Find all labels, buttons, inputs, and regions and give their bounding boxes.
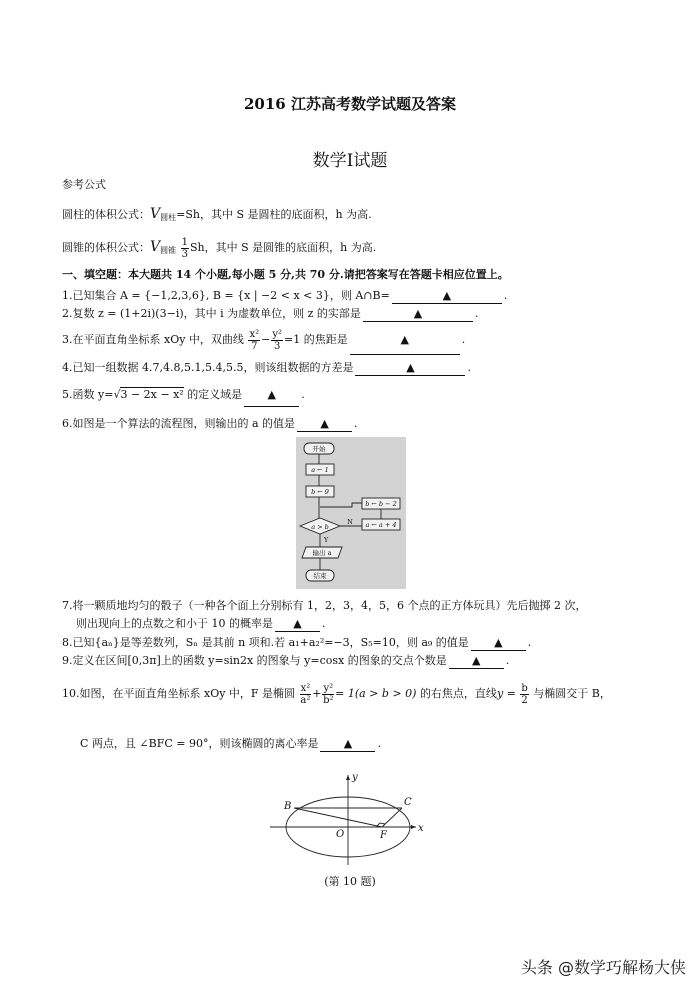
- figure-10-caption: (第 10 题): [324, 875, 376, 888]
- fraction-y2-over-3: $\frac{\text{y²}}{3}$: [272, 328, 282, 352]
- flow-start-label: 开始: [312, 445, 326, 453]
- point-f-label: F: [380, 830, 387, 841]
- question-3: 3.在平面直角坐标系 xOy 中，双曲线 $\frac{\text{x²}}{7}$ − $\frac{\text{y²}}{3}$ =1 的焦距是 ▲ .: [62, 326, 465, 355]
- formula-cone-label: 圆锥的体积公式：: [62, 241, 150, 254]
- formula-cylinder-v: V: [150, 206, 161, 222]
- formula-cone-rest: Sh，其中 S 是圆锥的底面积，h 为高.: [190, 241, 377, 254]
- answer-blank-2[interactable]: ▲: [363, 307, 473, 322]
- flow-b-init-label: b ← 9: [311, 488, 329, 496]
- answer-blank-8[interactable]: ▲: [471, 636, 526, 651]
- segment-bf: [294, 808, 382, 827]
- flow-condition-label: a > b: [311, 523, 329, 531]
- flow-yes-label: Y: [323, 536, 329, 544]
- sqrt-radicand: 3 − 2x − x²: [120, 388, 184, 401]
- question-9: 9.定义在区间[0,3π]上的函数 y=sin2x 的图象与 y=cosx 的图象的交点个数是 ▲ .: [62, 654, 510, 667]
- question-8: 8.已知{aₙ}是等差数列，Sₙ 是其前 n 项和.若 a₁+a₂²=−3，S₅=10，则 a₉ 的值是 ▲ .: [62, 636, 532, 649]
- y-axis-label: y: [352, 772, 358, 783]
- question-7-line-2: 则出现向上的点数之和小于 10 的概率是 ▲ .: [76, 617, 326, 630]
- point-b-label: B: [284, 801, 292, 812]
- document-title: 2016 江苏高考数学试题及答案: [244, 95, 456, 113]
- question-10-line-1: 10.如图，在平面直角坐标系 xOy 中，F 是椭圆 $\frac{\text{x²}}{\text{a²}}$ + $\frac{\text{y²}}{\text{b²}}$ = 1(a > b > 0) 的右焦点，直线y = $\frac{b}{2}$ 与椭圆交于 B，: [62, 682, 611, 706]
- fraction-one-third: $\frac{1}{3}$: [181, 236, 188, 260]
- x-axis-label: x: [418, 823, 424, 834]
- question-1: 1.已知集合 A = {−1,2,3,6}, B = {x | −2 < x < 3}，则 A∩B= ▲ .: [62, 289, 508, 302]
- answer-blank-6[interactable]: ▲: [297, 417, 352, 432]
- ellipse-figure: [268, 770, 428, 870]
- fraction-x2-over-7: $\frac{\text{x²}}{7}$: [249, 328, 260, 352]
- fraction-b-over-2: $\frac{b}{2}$: [521, 682, 528, 706]
- formula-header: 参考公式: [62, 178, 106, 191]
- flow-end-label: 结束: [313, 572, 327, 580]
- flowchart: [296, 437, 406, 589]
- question-4: 4.已知一组数据 4.7,4.8,5.1,5.4,5.5，则该组数据的方差是 ▲ .: [62, 361, 471, 374]
- flow-a-init-label: a ← 1: [311, 466, 329, 474]
- y-axis-arrow: [346, 775, 350, 780]
- point-c-label: C: [404, 797, 412, 808]
- formula-cone-v: V: [150, 239, 161, 255]
- paper-subtitle: 数学Ⅰ试题: [312, 151, 388, 171]
- x-axis-arrow: [411, 825, 416, 829]
- formula-cylinder-rest: =Sh，其中 S 是圆柱的底面积，h 为高.: [176, 208, 372, 221]
- flow-a-increment-label: a ← a + 4: [365, 521, 397, 529]
- sqrt-sign: √: [113, 388, 121, 401]
- question-6: 6.如图是一个算法的流程图，则输出的 a 的值是 ▲ .: [62, 417, 358, 430]
- question-5: 5.函数 y=√3 − 2x − x² 的定义域是 ▲ .: [62, 384, 305, 407]
- flow-no-label: N: [347, 518, 353, 526]
- flow-output-label: 输出 a: [312, 549, 332, 557]
- formula-cone: [62, 234, 376, 264]
- answer-blank-3[interactable]: ▲: [350, 326, 460, 355]
- question-7-line-1: 7.将一颗质地均匀的骰子（一种各个面上分别标有 1，2，3，4，5，6 个点的正方体玩具）先后抛掷 2 次，: [62, 599, 587, 612]
- formula-cylinder-sub: 圆柱: [160, 213, 177, 222]
- answer-blank-7[interactable]: ▲: [275, 617, 320, 632]
- formula-cylinder-label: 圆柱的体积公式：: [62, 208, 150, 221]
- answer-blank-1[interactable]: ▲: [392, 289, 502, 304]
- origin-label: O: [336, 829, 345, 840]
- formula-cylinder: [62, 207, 372, 225]
- flow-b-decrement-label: b ← b − 2: [365, 500, 397, 508]
- answer-blank-9[interactable]: ▲: [449, 654, 504, 669]
- question-2: 2.复数 z = (1+2i)(3−i)，其中 i 为虚数单位，则 z 的实部是 ▲ .: [62, 307, 479, 320]
- watermark: 头条 @数学巧解杨大侠: [520, 958, 686, 977]
- answer-blank-4[interactable]: ▲: [355, 361, 465, 376]
- answer-blank-5[interactable]: ▲: [244, 384, 299, 407]
- question-10-line-2: C 两点，且 ∠BFC = 90°，则该椭圆的离心率是 ▲ .: [80, 737, 381, 750]
- fraction-y2-over-b2: $\frac{\text{y²}}{\text{b²}}$: [323, 682, 334, 706]
- fraction-x2-over-a2: $\frac{\text{x²}}{\text{a²}}$: [300, 682, 311, 706]
- formula-cone-sub: 圆锥: [160, 246, 177, 255]
- section-heading: 一、填空题：本大题共 14 个小题,每小题 5 分,共 70 分.请把答案写在答题卡相应位置上。: [62, 268, 509, 281]
- answer-blank-10[interactable]: ▲: [320, 737, 375, 752]
- segment-cf: [382, 808, 402, 827]
